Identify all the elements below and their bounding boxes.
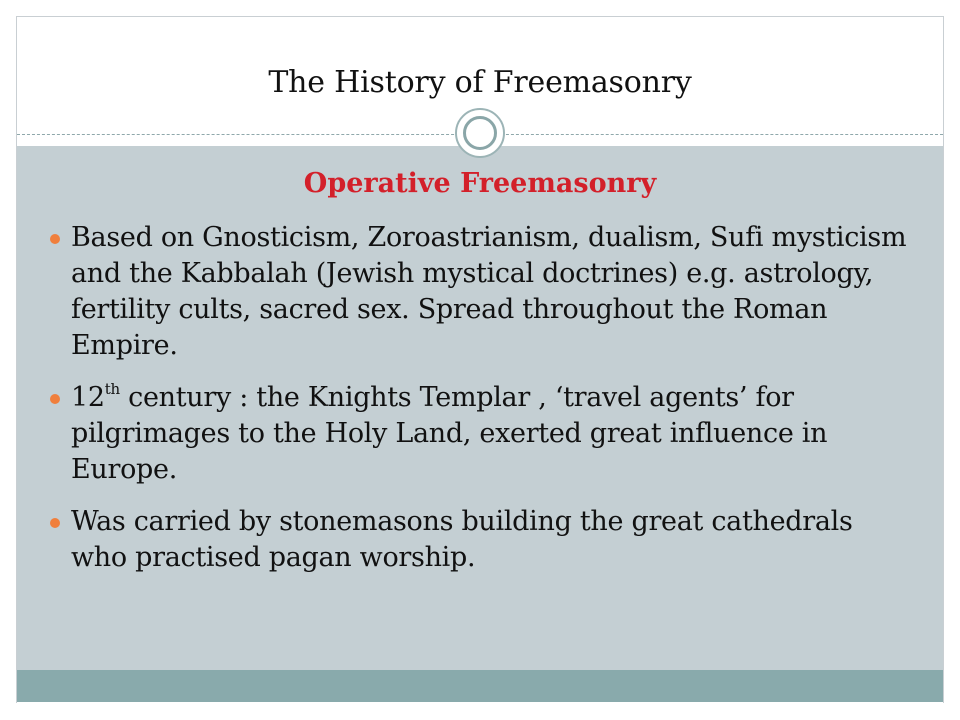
bullet-dot-icon (50, 394, 60, 404)
bullet-text: Based on Gnosticism, Zoroastrianism, dualism, Sufi mysticism and the Kabbalah (Jewish mystical doctrines) e.g. astrology, fertility cults, sacred sex. Spread throughout the Roman Empire. (71, 222, 907, 361)
bullet-item (50, 220, 910, 364)
bullet-item (50, 380, 910, 488)
bullet-text: century : the Knights Templar , ‘travel agents’ for pilgrimages to the Holy Land, exerted great influence in Europe. (71, 382, 828, 485)
bullet-prefix: 12 (71, 382, 105, 413)
footer-bar (17, 670, 943, 702)
frame-right-line (943, 16, 944, 703)
circle-ornament-icon (455, 108, 505, 158)
circle-ornament-inner (463, 116, 497, 150)
bullet-superscript: th (104, 380, 120, 398)
bullet-list (50, 220, 910, 592)
slide-title: The History of Freemasonry (268, 65, 692, 100)
bullet-text: Was carried by stonemasons building the great cathedrals who practised pagan worship. (71, 506, 853, 573)
bullet-dot-icon (50, 234, 60, 244)
bullet-item (50, 504, 910, 576)
bullet-dot-icon (50, 518, 60, 528)
section-subheading: Operative Freemasonry (303, 168, 657, 199)
